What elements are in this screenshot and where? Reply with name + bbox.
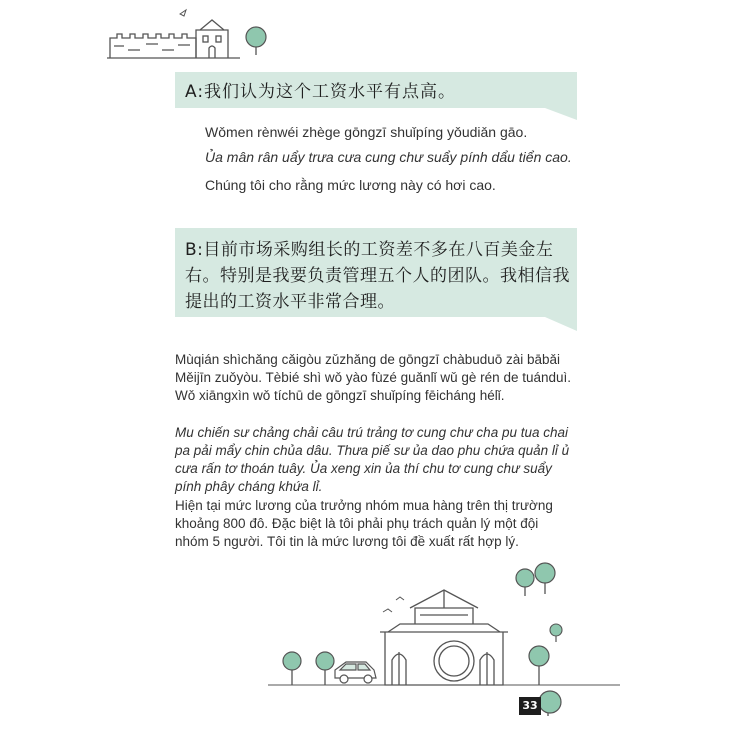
page-number: 33 bbox=[519, 697, 541, 715]
dialogue-b-phonetic: Mu chiến sư chảng chải câu trú trảng tơ cung chư cha pu tua chai pa pải mẩy chin chủa dâu. Thưa piế sư ủa dao phu chứa quản lỉ ủ cưa rấn tơ thoán tuây. Ủa xeng xin ủa thí chu tơ cung chư suẩy pính phây cháng khứa lỉ. bbox=[175, 425, 570, 494]
tree-icon bbox=[535, 563, 555, 594]
dialogue-a-vietnamese: Chúng tôi cho rằng mức lương này có hơi cao. bbox=[205, 177, 496, 193]
tree-icon bbox=[539, 691, 561, 716]
dialogue-b-pinyin: Mùqián shìchǎng cǎigòu zǔzhǎng de gōngzī chàbuduō zài bābǎi Měijīn zuǒyòu. Tèbié shì wǒ yào fùzé guǎnlǐ wǔ gè rén de tuánduì. Wǒ xiāngxìn wǒ tíchū de gōngzī shuǐpíng fēicháng hélǐ. bbox=[175, 352, 572, 403]
tree-icon bbox=[283, 652, 301, 685]
tree-icon bbox=[516, 569, 534, 596]
bubble-tail-a bbox=[545, 108, 577, 120]
tree-icon bbox=[246, 27, 266, 55]
great-wall-illustration bbox=[107, 10, 240, 58]
tree-icon bbox=[529, 646, 549, 685]
dialogue-a-pinyin: Wǒmen rènwéi zhège gōngzī shuǐpíng yǒudiǎn gāo. bbox=[205, 124, 528, 140]
dialogue-b-chinese: B:目前市场采购组长的工资差不多在八百美金左右。特别是我要负责管理五个人的团队。我相信我提出的工资水平非常合理。 bbox=[185, 240, 570, 312]
bubble-tail-b bbox=[545, 317, 577, 331]
car-illustration bbox=[335, 662, 376, 683]
city-gate-illustration bbox=[268, 590, 620, 685]
dialogue-b-vietnamese: Hiện tại mức lương của trưởng nhóm mua hàng trên thị trường khoảng 800 đô. Đặc biệt là tôi phải phụ trách quản lý một đội nhóm 5 người. Tôi tin là mức lương tôi đề xuất rất hợp lý. bbox=[175, 498, 553, 549]
tree-icon bbox=[550, 624, 562, 642]
dialogue-a-phonetic: Ủa mân rân uẩy trưa cưa cung chư suẩy pính dẩu tiển cao. bbox=[205, 149, 572, 165]
dialogue-a-chinese: A:我们认为这个工资水平有点高。 bbox=[185, 82, 457, 102]
tree-icon bbox=[316, 652, 334, 685]
birds-icon bbox=[383, 597, 404, 612]
